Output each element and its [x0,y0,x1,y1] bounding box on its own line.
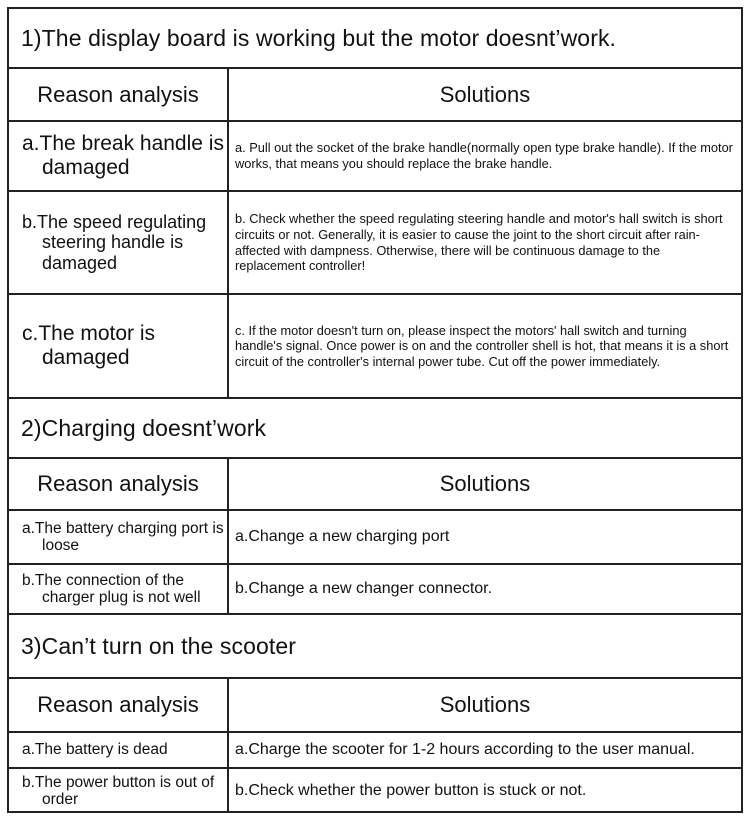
section-2-header-row [9,459,741,511]
solution-cell: b.Change a new changer connector. [235,580,493,598]
table-row [9,565,741,615]
section-1-reason-header: Reason analysis [9,69,229,120]
section-1-header-row [9,69,741,122]
reason-text: b.The connection of the charger plug is not well [22,571,201,606]
reason-text: a.The battery is dead [22,741,168,759]
table-row [9,733,741,769]
troubleshooting-table [7,7,743,813]
solution-cell: b.Check whether the power button is stuck or not. [235,782,587,800]
table-row [9,769,741,813]
section-2-solutions-header: Solutions [439,471,531,496]
reason-text: c.The motor is damaged [22,322,156,369]
section-1-title: 1)The display board is working but the motor doesnt’work. [21,24,617,51]
reason-cell [9,565,229,613]
section-3-solutions-header: Solutions [439,692,531,717]
section-2-reason-header: Reason analysis [9,459,229,509]
solution-cell: a.Charge the scooter for 1-2 hours according to the user manual. [235,741,695,759]
reason-cell [9,511,229,563]
table-row [9,122,741,192]
reason-text: b.The speed regulating steering handle is damaged [22,212,207,273]
section-3-reason-header: Reason analysis [9,679,229,731]
table-row [9,192,741,295]
section-3-title: 3)Can’t turn on the scooter [21,632,297,659]
table-row [9,511,741,565]
section-2-title-row [9,399,741,459]
section-3-header-row [9,679,741,733]
reason-cell [9,295,229,397]
reason-cell [9,192,229,293]
solution-cell: c. If the motor doesn't turn on, please inspect the motors' hall switch and turning handle's signal. Once power is on and the controller shell is hot, that means it is a short circuit of the controller's internal power tube. Cut off the power immediately. [235,322,729,369]
section-2-title: 2)Charging doesnt’work [21,414,267,441]
table-row [9,295,741,399]
reason-cell [9,769,229,813]
reason-cell [9,733,229,767]
section-3-title-row [9,615,741,679]
reason-text: a.The break handle is damaged [22,132,224,179]
solution-cell: a.Change a new charging port [235,528,450,546]
reason-text: b.The power button is out of order [22,773,215,808]
section-1-solutions-header: Solutions [439,81,531,107]
reason-text: a.The battery charging port is loose [22,519,224,554]
solution-cell: b. Check whether the speed regulating steering handle and motor's hall switch is short circuits or not. Generally, it is easier to cause the joint to the short circuit after rain-affected with dampness. Otherwise, there will be continuous damage to the replacement controller! [235,211,723,274]
solution-cell: a. Pull out the socket of the brake handle(normally open type brake handle). If the motor works, that means you should replace the brake handle. [235,140,733,171]
reason-cell [9,122,229,190]
section-1-title-row [9,9,741,69]
